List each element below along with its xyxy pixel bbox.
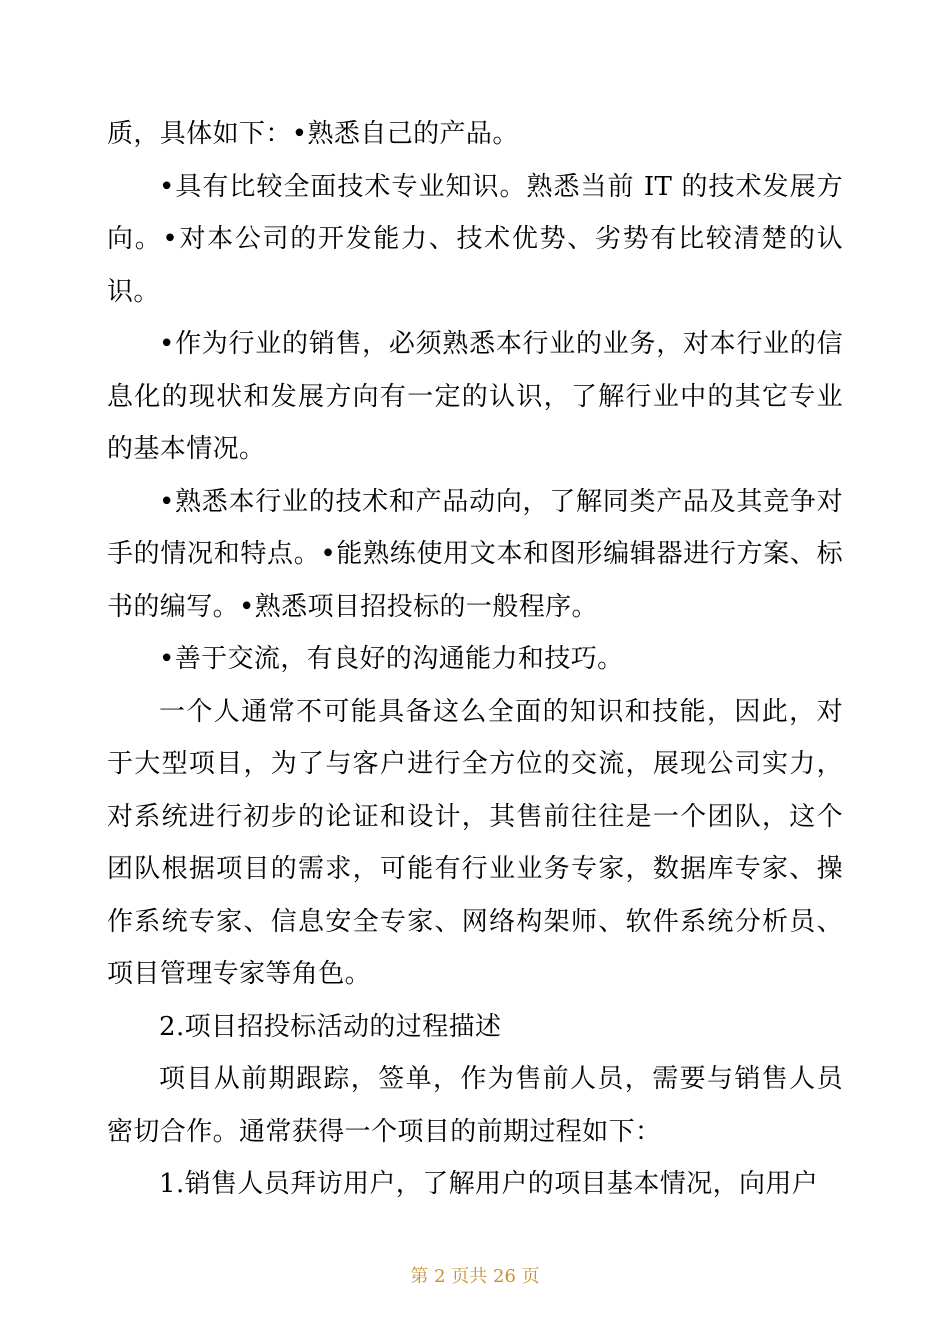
- paragraph-bullet-industry-sales: •作为行业的销售，必须熟悉本行业的业务，对本行业的信息化的现状和发展方向有一定的认识，了解行业中的其它专业的基本情况。: [107, 329, 843, 464]
- paragraph-bullet-communication: •善于交流，有良好的沟通能力和技巧。: [159, 644, 624, 674]
- paragraph-continuation: 质，具体如下：•熟悉自己的产品。: [107, 119, 519, 149]
- paragraph-process-intro: 项目从前期跟踪，签单，作为售前人员，需要与销售人员密切合作。通常获得一个项目的前期过程如下：: [107, 1064, 843, 1147]
- section-heading: 2.项目招投标活动的过程描述: [159, 1011, 502, 1042]
- document-body: [107, 108, 843, 1211]
- paragraph-team-description: 一个人通常不可能具备这么全面的知识和技能，因此，对于大型项目，为了与客户进行全方位的交流，展现公司实力，对系统进行初步的论证和设计，其售前往往是一个团队，这个团队根据项目的需求，可能有行业业务专家，数据库专家、操作系统专家、信息安全专家、网络构架师、软件系统分析员、项目管理专家等角色。: [107, 696, 843, 989]
- paragraph-bullet-industry-trends: •熟悉本行业的技术和产品动向，了解同类产品及其竞争对手的情况和特点。•能熟练使用文本和图形编辑器进行方案、标书的编写。•熟悉项目招投标的一般程序。: [107, 486, 843, 622]
- paragraph-bullet-tech-knowledge: •具有比较全面技术专业知识。熟悉当前 IT 的技术发展方向。•对本公司的开发能力、技术优势、劣势有比较清楚的认识。: [107, 171, 843, 307]
- paragraph-step-1: 1.销售人员拜访用户，了解用户的项目基本情况，向用户: [159, 1169, 819, 1199]
- page-number-footer: 第 2 页共 26 页: [410, 1266, 540, 1287]
